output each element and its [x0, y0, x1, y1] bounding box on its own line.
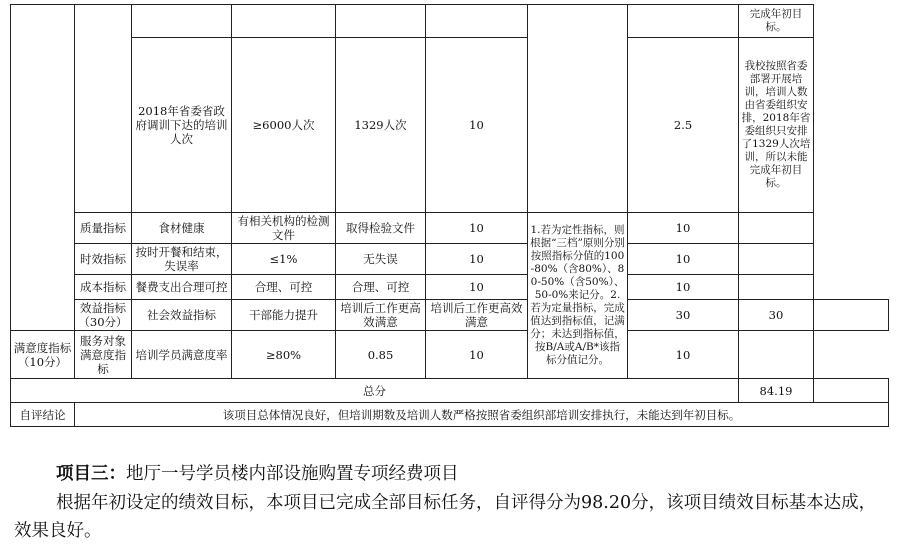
table-cell [628, 5, 739, 38]
table-row [11, 403, 889, 427]
indicator-desc: 干部能力提升 [232, 300, 336, 331]
indicator-desc: 培训学员满意度率 [132, 331, 232, 379]
indicator-desc: 2018年省委省政府调训下达的培训人次 [132, 38, 232, 213]
table-cell [528, 5, 628, 213]
indicator-group: 满意度指标（10分） [11, 331, 75, 379]
table-row [11, 5, 889, 38]
indicator-weight: 10 [426, 244, 528, 275]
table-cell [426, 5, 528, 38]
table-cell [75, 5, 132, 213]
indicator-target: 培训后工作更高效满意 [336, 300, 426, 331]
self-eval-text: 该项目总体情况良好，但培训期数及培训人数严格按照省委组织部培训安排执行，未能达到年初目标。 [75, 403, 889, 427]
note-cell: 我校按照省委部署开展培训，培训人数由省委组织安排，2018年省委组织只安排了1329人次培训，所以未能完成年初目标。 [739, 38, 814, 213]
indicator-weight: 10 [426, 213, 528, 244]
indicator-target: ≤1% [232, 244, 336, 275]
indicator-actual: 取得检验文件 [336, 213, 426, 244]
indicator-weight: 30 [628, 300, 739, 331]
note-cell [739, 213, 814, 244]
indicator-actual: 无失误 [336, 244, 426, 275]
note-cell: 完成年初目标。 [739, 5, 814, 38]
indicator-actual: 0.85 [336, 331, 426, 379]
total-label: 总分 [11, 379, 739, 403]
indicator-score: 10 [628, 244, 739, 275]
indicator-actual: 1329人次 [336, 38, 426, 213]
indicator-weight: 10 [426, 331, 528, 379]
indicator-desc: 食材健康 [132, 213, 232, 244]
table-row [11, 38, 889, 213]
indicator-actual: 合理、可控 [336, 275, 426, 300]
note-cell [814, 379, 889, 403]
indicator-score: 10 [628, 331, 739, 379]
project-heading [14, 460, 886, 488]
project-summary: 根据年初设定的绩效目标，本项目已完成全部目标任务，自评得分为98.20分，该项目绩效目标基本达成，效果良好。 [14, 493, 877, 541]
table-row [11, 331, 889, 379]
project-name: 地厅一号学员楼内部设施购置专项经费项目 [126, 464, 459, 484]
indicator-target: 有相关机构的检测文件 [232, 213, 336, 244]
total-score: 84.19 [739, 379, 814, 403]
table-row [11, 213, 889, 244]
table-row [11, 300, 889, 331]
indicator-category: 成本指标 [75, 275, 132, 300]
note-cell [814, 300, 889, 331]
indicator-score: 2.5 [628, 38, 739, 213]
table-row [11, 275, 889, 300]
project-number: 项目三： [56, 464, 126, 484]
indicator-score: 10 [628, 275, 739, 300]
indicator-weight: 10 [426, 38, 528, 213]
indicator-target: 合理、可控 [232, 275, 336, 300]
indicator-desc: 按时开餐和结束，失误率 [132, 244, 232, 275]
table-cell [11, 5, 75, 331]
indicator-weight: 10 [426, 275, 528, 300]
indicator-group: 效益指标（30分） [75, 300, 132, 331]
indicator-desc: 餐费支出合理可控 [132, 275, 232, 300]
indicator-category: 质量指标 [75, 213, 132, 244]
note-cell [739, 331, 814, 379]
self-eval-label: 自评结论 [11, 403, 75, 427]
indicator-category: 服务对象满意度指标 [75, 331, 132, 379]
indicator-target: ≥6000人次 [232, 38, 336, 213]
table-cell [132, 5, 232, 38]
indicator-score: 30 [739, 300, 814, 331]
table-cell [232, 5, 336, 38]
indicator-target: ≥80% [232, 331, 336, 379]
scoring-rules: 1.若为定性指标，则根据“三档”原则分别按照指标分值的100-80%（含80%）、80-50%（含50%）、50-0%来记分。2.若为定量指标，完成值达到指标值，记满分；未达到指标值，按B/A或A/B*该指标分值记分。 [528, 213, 628, 379]
table-cell [336, 5, 426, 38]
performance-table [10, 4, 889, 427]
indicator-category: 社会效益指标 [132, 300, 232, 331]
note-cell [739, 275, 814, 300]
table-row [11, 379, 889, 403]
note-cell [739, 244, 814, 275]
indicator-actual: 培训后工作更高效满意 [426, 300, 528, 331]
indicator-score: 10 [628, 213, 739, 244]
table-row [11, 244, 889, 275]
indicator-category: 时效指标 [75, 244, 132, 275]
